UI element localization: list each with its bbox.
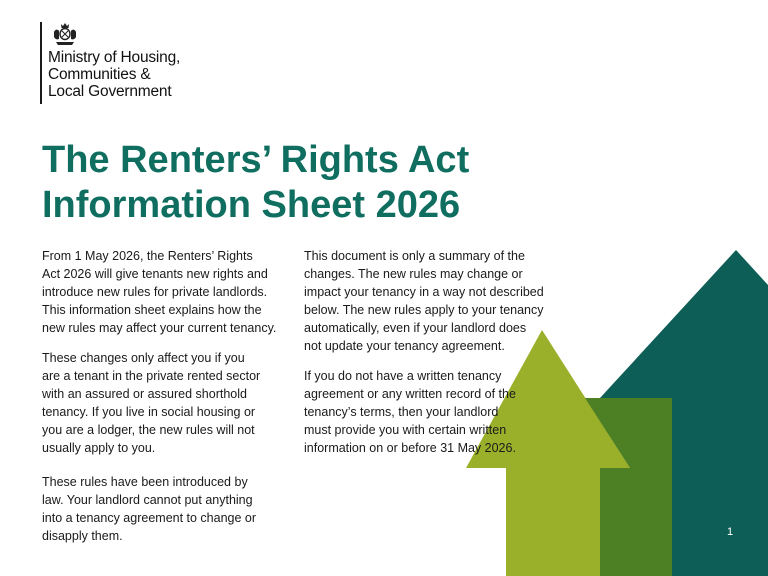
written-terms-paragraph xyxy=(304,367,542,457)
text-line: introduce new rules for private landlords. xyxy=(42,285,268,299)
text-line: These changes only affect you if you xyxy=(42,351,245,365)
title-line: Information Sheet 2026 xyxy=(42,184,461,226)
text-line: From 1 May 2026, the Renters’ Rights xyxy=(42,249,253,263)
text-line: automatically, even if your landlord does xyxy=(304,321,527,335)
title-line: The Renters’ Rights Act xyxy=(42,139,470,181)
org-name-line: Communities & xyxy=(48,66,151,83)
text-line: This document is only a summary of the xyxy=(304,249,525,263)
law-paragraph xyxy=(42,473,280,545)
summary-paragraph xyxy=(304,247,542,355)
text-line: law. Your landlord cannot put anything xyxy=(42,493,253,507)
document-title xyxy=(42,138,602,228)
scope-paragraph xyxy=(42,349,280,457)
text-line: are a tenant in the private rented sector xyxy=(42,369,261,383)
right-column xyxy=(304,247,542,469)
text-line: must provide you with certain written xyxy=(304,423,507,437)
royal-coat-of-arms-icon xyxy=(52,22,78,46)
org-name-line: Ministry of Housing, xyxy=(48,49,181,66)
text-line: below. The new rules apply to your tenancy xyxy=(304,303,544,317)
text-line: usually apply to you. xyxy=(42,441,156,455)
text-line: These rules have been introduced by xyxy=(42,475,248,489)
text-line: tenancy’s terms, then your landlord xyxy=(304,405,499,419)
org-name-line: Local Government xyxy=(48,83,172,100)
text-line: This information sheet explains how the xyxy=(42,303,262,317)
text-line: tenancy. If you live in social housing or xyxy=(42,405,256,419)
text-line: you are a lodger, the new rules will not xyxy=(42,423,255,437)
ministry-logo xyxy=(40,22,180,104)
text-line: agreement or any written record of the xyxy=(304,387,516,401)
text-line: with an assured or assured shorthold xyxy=(42,387,247,401)
text-line: impact your tenancy in a way not described xyxy=(304,285,544,299)
text-line: If you do not have a written tenancy xyxy=(304,369,502,383)
text-line: changes. The new rules may change or xyxy=(304,267,523,281)
text-line: information on or before 31 May 2026. xyxy=(304,441,516,455)
left-column xyxy=(42,247,280,557)
text-line: not update your tenancy agreement. xyxy=(304,339,505,353)
text-line: into a tenancy agreement to change or xyxy=(42,511,257,525)
page-number: 1 xyxy=(727,526,734,538)
intro-paragraph xyxy=(42,247,280,337)
text-line: new rules may affect your current tenancy. xyxy=(42,321,277,335)
text-line: Act 2026 will give tenants new rights and xyxy=(42,267,268,281)
text-line: disapply them. xyxy=(42,529,123,543)
